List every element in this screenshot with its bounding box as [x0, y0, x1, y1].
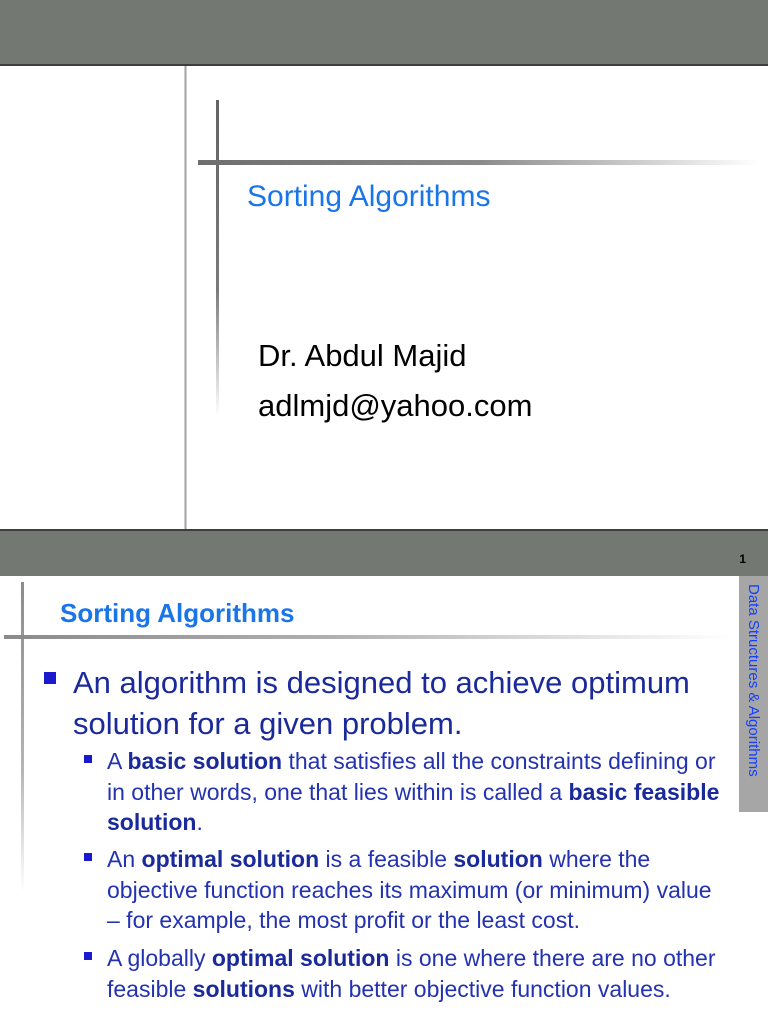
sub-bullet-text: [107, 844, 724, 936]
bold-term: solution: [453, 846, 543, 872]
bottom-bar: [0, 529, 768, 576]
bold-term: basic feasible solution: [107, 778, 720, 835]
text-run: .: [196, 809, 203, 835]
text-run: with better objective function values.: [294, 975, 671, 1002]
square-bullet-icon: [84, 755, 92, 763]
square-bullet-icon: [44, 672, 56, 684]
page-number: 1: [739, 552, 746, 566]
author-email: adlmjd@yahoo.com: [258, 388, 533, 423]
text-run: that satisfies all the constraints defining or in other words, one that lies within is called a: [107, 748, 716, 805]
text-run: is one where there are no other feasible: [107, 945, 716, 1002]
bullet-text: An algorithm is designed to achieve optimum solution for a given problem.: [73, 665, 690, 741]
square-bullet-icon: [84, 853, 92, 861]
text-run: where the objective function reaches its maximum (or minimum) value – for example, the most profit or the least cost.: [107, 846, 712, 933]
side-label: Data Structures & Algorithms: [745, 584, 762, 777]
accent-horizontal-line: [198, 160, 758, 165]
author-name: Dr. Abdul Majid: [258, 338, 467, 373]
sub-bullet-item: [84, 746, 724, 838]
sub-bullet-text: [107, 746, 724, 838]
title-underline: [4, 635, 730, 639]
bullet-item: [44, 662, 724, 744]
sub-bullet-item: [84, 943, 724, 1004]
side-label-tab: [739, 576, 768, 812]
text-run: is a feasible: [319, 846, 454, 872]
sub-bullet-item: [84, 844, 724, 936]
bold-term: basic solution: [127, 748, 283, 774]
accent-vertical-line: [216, 100, 219, 416]
slide-title: Sorting Algorithms: [60, 598, 295, 628]
content-slide: [0, 576, 768, 1024]
text-run: An: [107, 846, 142, 872]
vertical-divider: [184, 66, 187, 530]
slide-title: Sorting Algorithms: [247, 180, 491, 213]
bold-term: optimal solution: [211, 945, 390, 971]
square-bullet-icon: [84, 952, 92, 960]
bold-term: optimal solution: [141, 846, 320, 872]
text-run: A globally: [107, 945, 212, 971]
sub-bullet-text: [107, 943, 724, 1004]
vertical-divider: [21, 582, 24, 892]
top-bar: [0, 0, 768, 66]
bold-term: solutions: [192, 975, 295, 1002]
text-run: A: [107, 748, 128, 774]
